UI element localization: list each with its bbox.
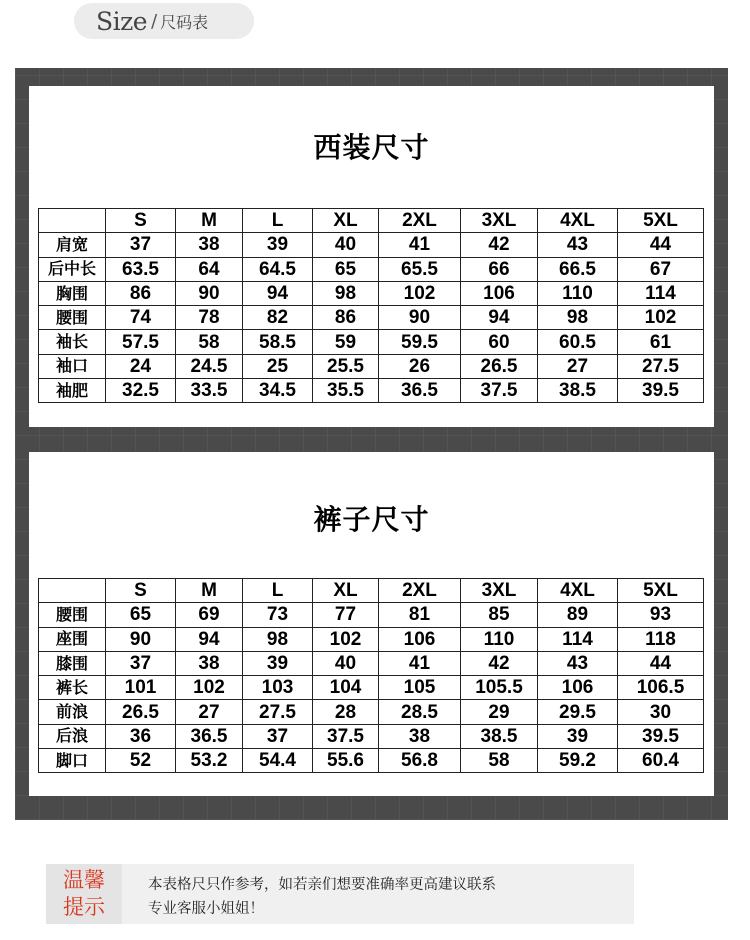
measurement-value: 94: [243, 281, 313, 305]
measurement-value: 25: [243, 354, 313, 378]
measurement-value: 38.5: [538, 379, 618, 403]
measurement-value: 58.5: [243, 330, 313, 354]
measurement-value: 34.5: [243, 379, 313, 403]
pants-size-title: 裤子尺寸: [313, 503, 430, 536]
measurement-label: 胸围: [39, 281, 106, 305]
size-header-cell: 5XL: [618, 579, 704, 603]
table-row: [39, 724, 704, 748]
size-header-cell: 4XL: [538, 209, 618, 233]
table-row: [39, 627, 704, 651]
suit-size-table: [38, 208, 704, 403]
measurement-value: 61: [618, 330, 704, 354]
measurement-value: 86: [313, 306, 379, 330]
measurement-value: 37: [106, 233, 176, 257]
measurement-value: 39.5: [618, 379, 704, 403]
measurement-value: 63.5: [106, 257, 176, 281]
measurement-value: 102: [313, 627, 379, 651]
measurement-value: 52: [106, 749, 176, 773]
measurement-value: 64: [176, 257, 243, 281]
measurement-value: 59.5: [379, 330, 461, 354]
measurement-value: 41: [379, 651, 461, 675]
size-header-cell: S: [106, 579, 176, 603]
measurement-value: 36: [106, 724, 176, 748]
pants-size-panel: [29, 452, 714, 796]
measurement-value: 39: [243, 233, 313, 257]
measurement-value: 37.5: [461, 379, 538, 403]
measurement-value: 57.5: [106, 330, 176, 354]
tip-label-line2: 提示: [63, 895, 105, 919]
measurement-value: 67: [618, 257, 704, 281]
size-header-cell: XL: [313, 209, 379, 233]
size-header-cell: XL: [313, 579, 379, 603]
size-chart-header: [74, 3, 254, 39]
measurement-value: 82: [243, 306, 313, 330]
table-row: [39, 354, 704, 378]
measurement-value: 54.4: [243, 749, 313, 773]
pants-size-table: [38, 578, 704, 773]
measurement-value: 25.5: [313, 354, 379, 378]
measurement-value: 98: [313, 281, 379, 305]
measurement-value: 41: [379, 233, 461, 257]
measurement-value: 39: [538, 724, 618, 748]
measurement-value: 59.2: [538, 749, 618, 773]
table-row: [39, 306, 704, 330]
measurement-value: 33.5: [176, 379, 243, 403]
measurement-value: 106.5: [618, 676, 704, 700]
measurement-value: 36.5: [176, 724, 243, 748]
measurement-value: 106: [379, 627, 461, 651]
measurement-value: 98: [243, 627, 313, 651]
measurement-value: 60: [461, 330, 538, 354]
measurement-value: 35.5: [313, 379, 379, 403]
measurement-value: 69: [176, 603, 243, 627]
measurement-value: 98: [538, 306, 618, 330]
measurement-value: 106: [538, 676, 618, 700]
measurement-label: 座围: [39, 627, 106, 651]
table-row: [39, 700, 704, 724]
measurement-value: 114: [538, 627, 618, 651]
measurement-label: 肩宽: [39, 233, 106, 257]
measurement-value: 102: [618, 306, 704, 330]
tip-text: [148, 873, 628, 921]
measurement-label: 袖肥: [39, 379, 106, 403]
measurement-value: 104: [313, 676, 379, 700]
measurement-label: 后浪: [39, 724, 106, 748]
measurement-value: 32.5: [106, 379, 176, 403]
measurement-label: 前浪: [39, 700, 106, 724]
measurement-value: 42: [461, 233, 538, 257]
measurement-value: 29: [461, 700, 538, 724]
measurement-value: 30: [618, 700, 704, 724]
measurement-value: 58: [176, 330, 243, 354]
measurement-value: 24: [106, 354, 176, 378]
table-row: [39, 257, 704, 281]
measurement-label: 膝围: [39, 651, 106, 675]
table-row: [39, 749, 704, 773]
measurement-value: 37: [243, 724, 313, 748]
measurement-value: 66.5: [538, 257, 618, 281]
size-header-cell: M: [176, 209, 243, 233]
measurement-value: 43: [538, 651, 618, 675]
measurement-value: 64.5: [243, 257, 313, 281]
corner-cell: [39, 209, 106, 233]
measurement-value: 39: [243, 651, 313, 675]
suit-size-panel: [29, 86, 714, 427]
measurement-value: 93: [618, 603, 704, 627]
measurement-value: 65.5: [379, 257, 461, 281]
measurement-value: 28.5: [379, 700, 461, 724]
measurement-value: 27: [538, 354, 618, 378]
measurement-value: 90: [379, 306, 461, 330]
measurement-value: 58: [461, 749, 538, 773]
tip-text-line1: 本表格尺只作参考，如若亲们想要准确率更高建议联系: [148, 877, 496, 893]
measurement-value: 27.5: [243, 700, 313, 724]
size-header-row: [39, 579, 704, 603]
tip-label: [46, 864, 122, 924]
measurement-value: 118: [618, 627, 704, 651]
measurement-value: 74: [106, 306, 176, 330]
measurement-value: 86: [106, 281, 176, 305]
measurement-value: 73: [243, 603, 313, 627]
measurement-value: 53.2: [176, 749, 243, 773]
size-header-cell: L: [243, 579, 313, 603]
measurement-value: 105.5: [461, 676, 538, 700]
measurement-value: 102: [176, 676, 243, 700]
measurement-label: 腰围: [39, 603, 106, 627]
measurement-label: 袖口: [39, 354, 106, 378]
measurement-label: 腰围: [39, 306, 106, 330]
tip-text-line2: 专业客服小姐姐！: [148, 901, 264, 917]
measurement-label: 脚口: [39, 749, 106, 773]
measurement-value: 81: [379, 603, 461, 627]
tip-box: [46, 864, 634, 924]
size-header-cell: 3XL: [461, 579, 538, 603]
measurement-value: 65: [313, 257, 379, 281]
measurement-value: 43: [538, 233, 618, 257]
size-header-cell: S: [106, 209, 176, 233]
size-chart-label: 尺码表: [160, 12, 209, 32]
measurement-value: 37: [106, 651, 176, 675]
table-row: [39, 379, 704, 403]
table-row: [39, 233, 704, 257]
measurement-value: 27.5: [618, 354, 704, 378]
measurement-value: 77: [313, 603, 379, 627]
table-row: [39, 651, 704, 675]
measurement-value: 38.5: [461, 724, 538, 748]
size-header-cell: 2XL: [379, 209, 461, 233]
table-row: [39, 330, 704, 354]
measurement-value: 90: [106, 627, 176, 651]
measurement-value: 24.5: [176, 354, 243, 378]
measurement-value: 85: [461, 603, 538, 627]
size-header-row: [39, 209, 704, 233]
measurement-value: 56.8: [379, 749, 461, 773]
suit-size-title: 西装尺寸: [313, 131, 430, 164]
table-row: [39, 603, 704, 627]
measurement-value: 27: [176, 700, 243, 724]
measurement-value: 60.5: [538, 330, 618, 354]
measurement-value: 38: [176, 651, 243, 675]
measurement-label: 后中长: [39, 257, 106, 281]
measurement-value: 110: [538, 281, 618, 305]
header-separator: /: [151, 10, 158, 32]
measurement-value: 110: [461, 627, 538, 651]
measurement-value: 28: [313, 700, 379, 724]
measurement-value: 66: [461, 257, 538, 281]
measurement-value: 55.6: [313, 749, 379, 773]
measurement-value: 106: [461, 281, 538, 305]
measurement-value: 94: [461, 306, 538, 330]
measurement-value: 59: [313, 330, 379, 354]
measurement-value: 114: [618, 281, 704, 305]
measurement-value: 38: [176, 233, 243, 257]
measurement-value: 26.5: [106, 700, 176, 724]
measurement-value: 26: [379, 354, 461, 378]
size-header-cell: 2XL: [379, 579, 461, 603]
measurement-value: 89: [538, 603, 618, 627]
measurement-value: 42: [461, 651, 538, 675]
measurement-value: 102: [379, 281, 461, 305]
measurement-value: 90: [176, 281, 243, 305]
table-row: [39, 281, 704, 305]
measurement-value: 37.5: [313, 724, 379, 748]
measurement-label: 袖长: [39, 330, 106, 354]
measurement-value: 40: [313, 233, 379, 257]
size-header-cell: M: [176, 579, 243, 603]
measurement-value: 44: [618, 651, 704, 675]
measurement-value: 36.5: [379, 379, 461, 403]
corner-cell: [39, 579, 106, 603]
measurement-value: 29.5: [538, 700, 618, 724]
measurement-value: 105: [379, 676, 461, 700]
measurement-value: 94: [176, 627, 243, 651]
measurement-value: 26.5: [461, 354, 538, 378]
measurement-value: 101: [106, 676, 176, 700]
measurement-value: 44: [618, 233, 704, 257]
size-header-cell: 4XL: [538, 579, 618, 603]
measurement-value: 39.5: [618, 724, 704, 748]
measurement-value: 103: [243, 676, 313, 700]
table-row: [39, 676, 704, 700]
size-header-cell: 3XL: [461, 209, 538, 233]
measurement-value: 65: [106, 603, 176, 627]
size-header-cell: 5XL: [618, 209, 704, 233]
measurement-label: 裤长: [39, 676, 106, 700]
measurement-value: 60.4: [618, 749, 704, 773]
size-word: Size: [96, 6, 148, 36]
size-header-cell: L: [243, 209, 313, 233]
measurement-value: 78: [176, 306, 243, 330]
tip-label-line1: 温馨: [63, 868, 105, 892]
measurement-value: 40: [313, 651, 379, 675]
measurement-value: 38: [379, 724, 461, 748]
